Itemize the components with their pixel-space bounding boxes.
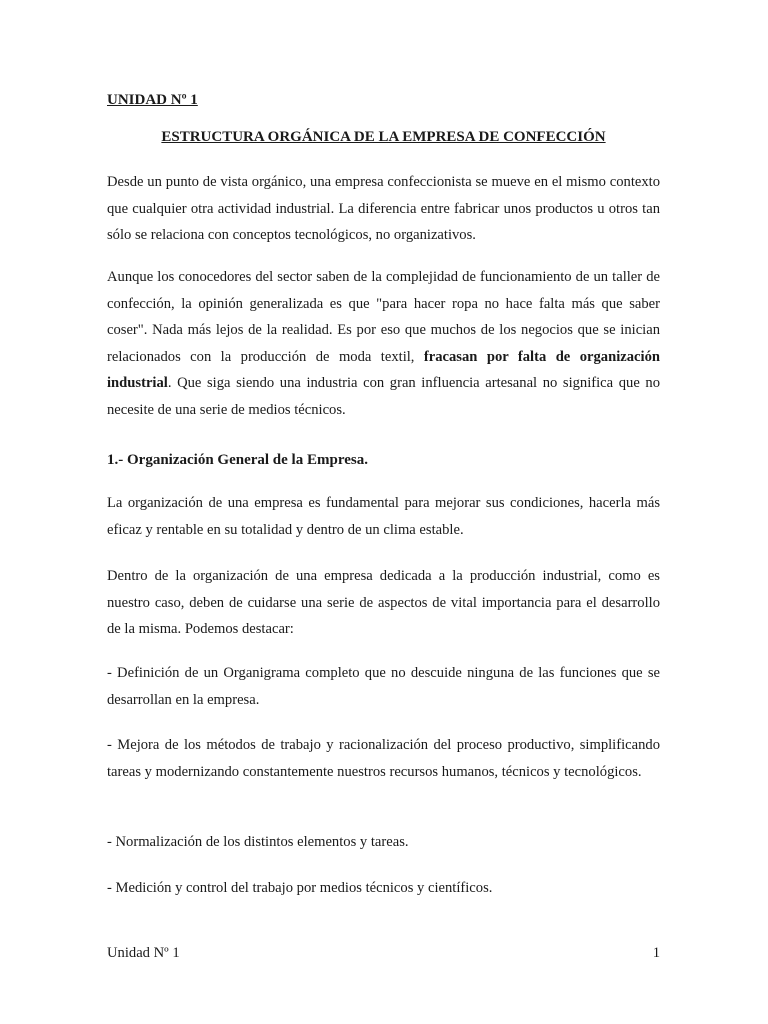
- paragraph-context-end: . Que siga siendo una industria con gran influencia artesanal no significa que no necesite de una serie de medios técnicos.: [107, 375, 660, 418]
- document-title: ESTRUCTURA ORGÁNICA DE LA EMPRESA DE CONFECCIÓN: [161, 129, 606, 145]
- list-item-organigrama: - Definición de un Organigrama completo que no descuide ninguna de las funciones que se desarrollan en la empresa.: [107, 665, 660, 708]
- paragraph-intro: Desde un punto de vista orgánico, una empresa confeccionista se mueve en el mismo contexto que cualquier otra actividad industrial. La diferencia entre fabricar unos productos u otros tan sólo se relaciona con conceptos tecnológicos, no organizativos.: [107, 174, 660, 243]
- list-item-normalizacion: - Normalización de los distintos elementos y tareas.: [107, 834, 409, 850]
- list-item-medicion: - Medición y control del trabajo por medios técnicos y científicos.: [107, 880, 493, 896]
- section-heading-organizacion: 1.- Organización General de la Empresa.: [107, 452, 368, 468]
- paragraph-organizacion: La organización de una empresa es fundamental para mejorar sus condiciones, hacerla más eficaz y rentable en su totalidad y dentro de un clima estable.: [107, 495, 660, 538]
- page-number: 1: [652, 945, 660, 961]
- document-page: [107, 0, 660, 1024]
- paragraph-context-start: Aunque los conocedores del sector saben de la complejidad de funcionamiento de un taller de confección, la opinión generalizada es que "para hacer ropa no hace falta más que saber coser". Nada más lejos de la realidad. Es por eso que muchos de los negocios que se inician relacionados con la producción de moda textil,: [107, 269, 660, 365]
- paragraph-context-emphasis: fracasan por falta de organización industrial: [107, 348, 660, 391]
- list-item-metodos: - Mejora de los métodos de trabajo y racionalización del proceso productivo, simplificando tareas y modernizando constantemente nuestros recursos humanos, técnicos y tecnológicos.: [107, 737, 660, 780]
- paragraph-context: [107, 264, 660, 423]
- unit-heading: UNIDAD Nº 1: [107, 92, 198, 108]
- footer-unit-label: Unidad Nº 1: [107, 945, 180, 961]
- paragraph-aspectos: Dentro de la organización de una empresa dedicada a la producción industrial, como es nuestro caso, deben de cuidarse una serie de aspectos de vital importancia para el desarrollo de la misma. Podemos destacar:: [107, 568, 660, 637]
